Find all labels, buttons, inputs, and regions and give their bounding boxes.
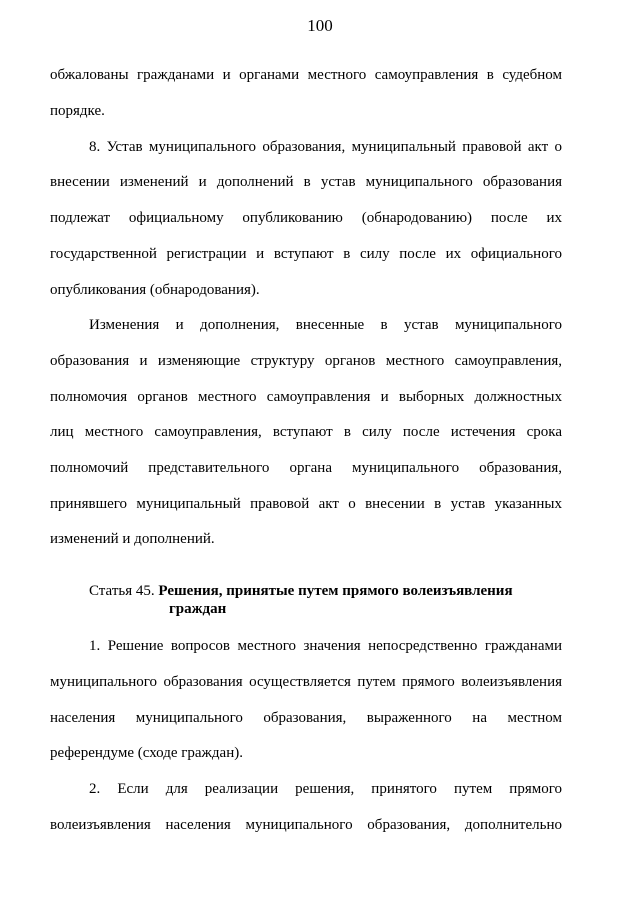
text-line: Изменения и дополнения, внесенные в устав муниципального bbox=[89, 317, 562, 333]
text-line: полномочия органов местного самоуправления и выборных должностных bbox=[50, 389, 562, 405]
text-line: 2. Если для реализации решения, принятого путем прямого bbox=[89, 781, 562, 797]
article-heading-continuation: граждан bbox=[169, 601, 227, 617]
text-line: референдуме (сходе граждан). bbox=[50, 745, 243, 761]
text-line: изменений и дополнений. bbox=[50, 531, 215, 547]
text-line: 1. Решение вопросов местного значения непосредственно гражданами bbox=[89, 638, 562, 654]
text-line: населения муниципального образования, выраженного на местном bbox=[50, 710, 562, 726]
page-number: 100 bbox=[307, 16, 333, 35]
text-line: опубликования (обнародования). bbox=[50, 282, 260, 298]
text-line: обжалованы гражданами и органами местного самоуправления в судебном bbox=[50, 67, 562, 83]
text-line: муниципального образования осуществляется путем прямого волеизъявления bbox=[50, 674, 562, 690]
text-line: лиц местного самоуправления, вступают в силу после истечения срока bbox=[50, 424, 562, 440]
text-line: принявшего муниципальный правовой акт о внесении в устав указанных bbox=[50, 496, 562, 512]
text-line: государственной регистрации и вступают в силу после их официального bbox=[50, 246, 562, 262]
text-line: внесении изменений и дополнений в устав муниципального образования bbox=[50, 174, 562, 190]
article-heading-prefix: Статья 45. bbox=[89, 583, 159, 599]
text-line: 8. Устав муниципального образования, муниципальный правовой акт о bbox=[89, 139, 562, 155]
text-line: образования и изменяющие структуру органов местного самоуправления, bbox=[50, 353, 562, 369]
text-line: порядке. bbox=[50, 103, 105, 119]
text-line: волеизъявления населения муниципального образования, дополнительно bbox=[50, 817, 562, 833]
text-line: подлежат официальному опубликованию (обнародованию) после их bbox=[50, 210, 562, 226]
text-line: полномочий представительного органа муниципального образования, bbox=[50, 460, 562, 476]
article-heading-title: Решения, принятые путем прямого волеизъявления bbox=[158, 583, 513, 599]
article-heading bbox=[89, 581, 513, 601]
